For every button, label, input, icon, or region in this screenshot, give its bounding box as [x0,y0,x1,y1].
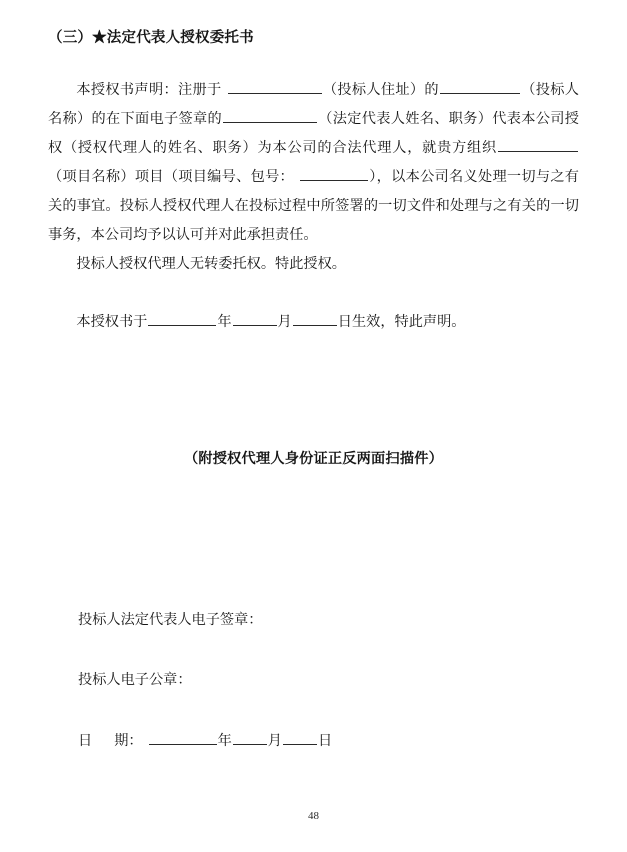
date-label-suffix: 期： [114,733,143,750]
paragraph-text-segment: 日生效，特此声明。 [337,314,466,330]
date-day-unit: 日 [318,733,333,750]
blank-bidder-name[interactable] [440,79,520,94]
paragraph-text-segment: 投标人授权代理人无转委托权。特此授权。 [76,256,346,272]
paragraph-no-sub-delegation [48,250,579,279]
paragraph-authorization-statement [48,76,579,250]
paragraph-text-segment: （法定代表人姓名、职务）代表本公司授权（授权代理人的姓名、职务）为本公司的合法代理人，就贵方组织 [48,111,579,156]
page-title: （三）★法定代表人授权委托书 [48,30,254,46]
company-seal-label: 投标人电子公章： [78,672,192,688]
blank-effective-year[interactable] [148,311,216,326]
signature-block [78,610,558,751]
paragraph-text-segment: （项目名称）项目（项目编号、包号： [48,169,295,185]
paragraph-text-segment: （投标人住址）的 [322,82,439,98]
page-number: 48 [308,810,319,822]
attachment-note: （附授权代理人身份证正反两面扫描件） [184,451,443,467]
blank-signature-day[interactable] [283,730,317,745]
date-year-unit: 年 [217,733,232,750]
paragraph-text-segment: 月 [277,314,292,330]
blank-effective-day[interactable] [293,311,337,326]
paragraph-text-segment: 本授权书于 [76,314,148,330]
blank-signature-month[interactable] [233,730,267,745]
blank-bidder-address[interactable] [228,79,322,94]
date-line [78,730,558,751]
paragraph-text-segment: 本授权书声明：注册于 [76,82,222,98]
blank-effective-month[interactable] [233,311,277,326]
blank-signature-year[interactable] [149,730,217,745]
paragraph-text-segment: （投标人名称）的在下面电子签章的 [48,82,579,127]
date-month-unit: 月 [267,733,282,750]
legal-representative-seal-label: 投标人法定代表人电子签章： [78,612,263,628]
blank-project-number[interactable] [300,166,368,181]
paragraph-text-segment: 年 [217,314,232,330]
blank-project-name[interactable] [498,137,578,152]
document-body [48,76,579,337]
paragraph-text-segment: ），以本公司名义处理一切与之有关的事宜。投标人授权代理人在投标过程中所签署的一切文件和处理与之有关的一切事务，本公司均予以认可并对此承担责任。 [48,169,579,243]
blank-legal-representative[interactable] [223,108,317,123]
date-label: 日 [78,733,93,750]
paragraph-effective-date [48,308,579,337]
